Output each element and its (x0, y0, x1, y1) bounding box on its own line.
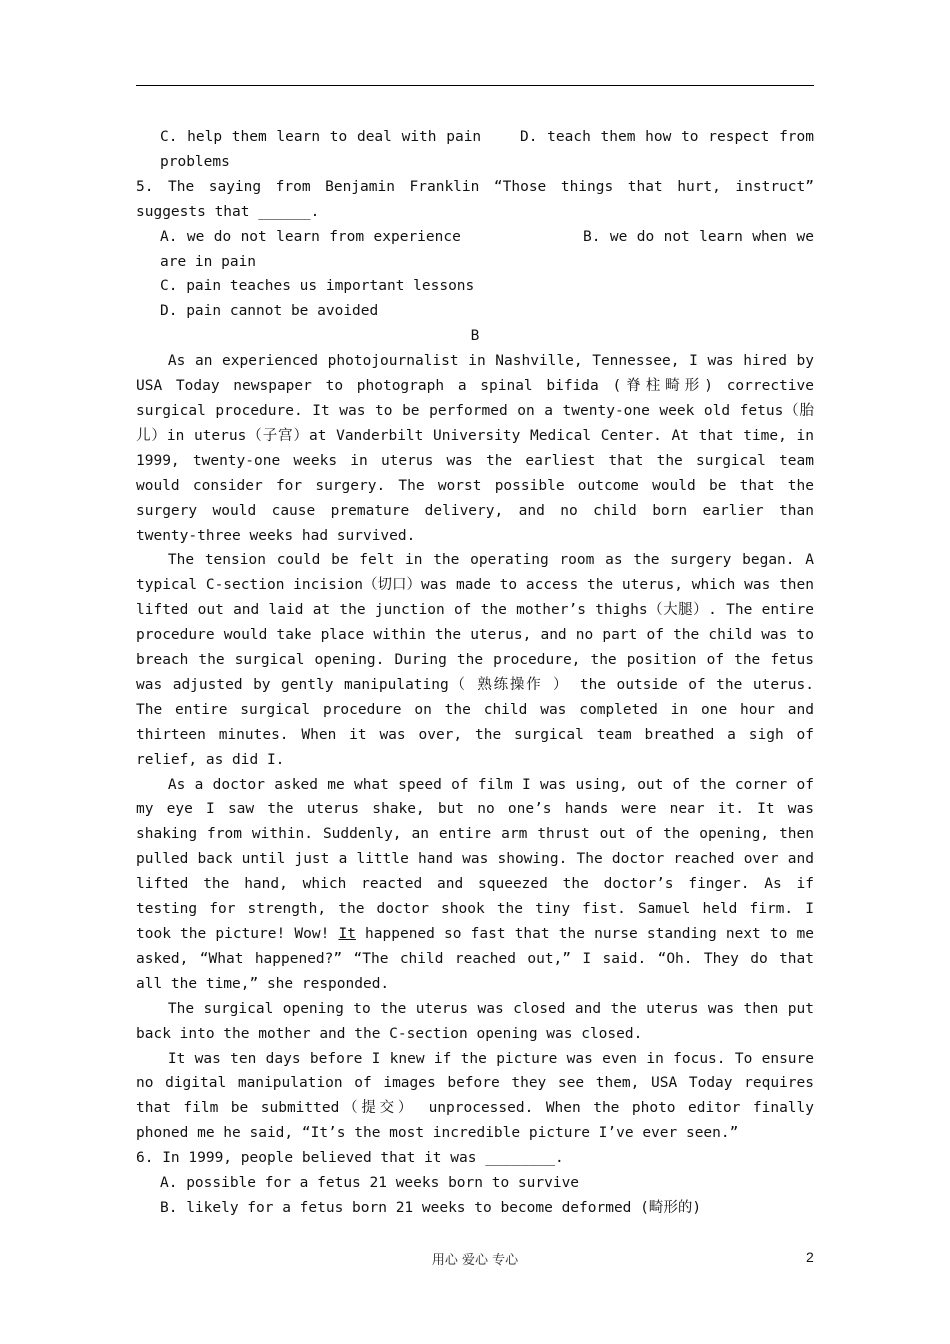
header-rule (136, 85, 814, 86)
p3-after: happened so fast that the nurse standing next to me asked, “What happened?” “The child reached out,” I said. “Oh. They do that all the time,” she responded. (136, 926, 814, 992)
q6-option-b: B. likely for a fetus born 21 weeks to become deformed (畸形的) (160, 1199, 702, 1216)
q6-option-a: A. possible for a fetus 21 weeks born to survive (160, 1175, 580, 1192)
passage-paragraph-4: The surgical opening to the uterus was closed and the uterus was then put back into the mother and the C-section opening was closed. (136, 1000, 814, 1042)
document-body (136, 125, 814, 1221)
underlined-word-it: It (338, 926, 356, 942)
q5-options-ab (136, 225, 814, 275)
q4-option-d: D. teach them how to respect from problems (160, 129, 814, 170)
passage-paragraph-2: The tension could be felt in the operating room as the surgery began. A typical C-section incision（切口）was made to access the uterus, which was then lifted out and laid at the junction of the mother’s thighs（大腿）. The entire procedure would take place within the uterus, and no part of the child was to breach the surgical opening. During the procedure, the position of the fetus was adjusted by gently manipulating（ 熟练操作 ） the outside of the uterus. The entire surgical procedure on the child was completed in one hour and thirteen minutes. When it was over, the surgical team breathed a sigh of relief, as did I. (136, 552, 814, 768)
passage-paragraph-1: As an experienced photojournalist in Nashville, Tennessee, I was hired by USA Today newspaper to photograph a spinal bifida (脊柱畸形) corrective surgical procedure. It was to be performed on a twenty-one week old fetus（胎儿）in uterus（子宫）at Vanderbilt University Medical Center. At that time, in 1999, twenty-one weeks in uterus was the earliest that the surgical team would consider for surgery. The worst possible outcome would be that the surgery would cause premature delivery, and no child born earlier than twenty-three weeks had survived. (136, 353, 814, 544)
page-footer: 用心 爱心 专心 (431, 1253, 519, 1268)
q5-option-b: B. we do not learn when we are in pain (160, 228, 814, 270)
q5-option-d: D. pain cannot be avoided (160, 303, 379, 320)
q4-option-c: C. help them learn to deal with pain (160, 129, 482, 145)
passage-paragraph-3 (136, 773, 814, 997)
p3-before: As a doctor asked me what speed of film I was using, out of the corner of my eye I saw the uterus shake, but no one’s hands were near it. It was shaking from within. Suddenly, an entire arm thrust out of the opening, then pulled back until just a little hand was showing. The doctor reached over and lifted the hand, which reacted and squeezed the doctor’s finger. As if testing for strength, the doctor shook the tiny fist. Samuel held firm. I took the picture! Wow! (136, 776, 814, 942)
q5-stem: 5. The saying from Benjamin Franklin “Those things that hurt, instruct” suggests that ______. (136, 178, 814, 220)
page-number: 2 (806, 1249, 814, 1265)
passage-paragraph-5: It was ten days before I knew if the picture was even in focus. To ensure no digital manipulation of images before they see them, USA Today requires that film be submitted（提交） unprocessed. When the photo editor finally phoned me he said, “It’s the most incredible picture I’ve ever seen.” (136, 1050, 814, 1142)
q4-options-cd (136, 125, 814, 175)
section-label: B (470, 328, 480, 345)
q5-option-a: A. we do not learn from experience (160, 228, 461, 245)
q6-stem: 6. In 1999, people believed that it was ________. (136, 1150, 564, 1167)
q5-option-c: C. pain teaches us important lessons (160, 278, 475, 295)
